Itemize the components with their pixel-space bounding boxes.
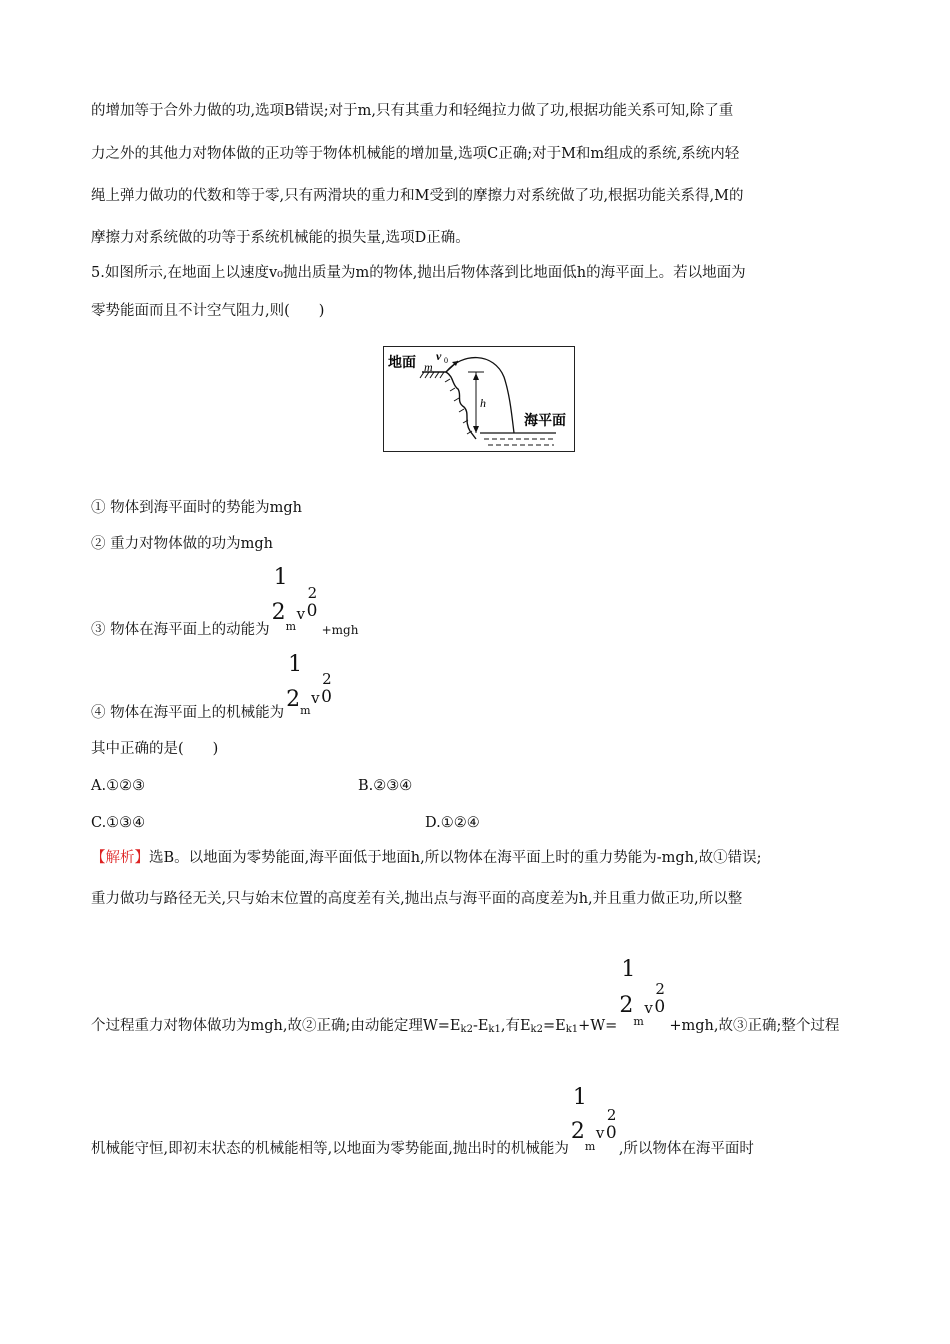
analysis-line-2: 重力做功与路径无关,只与始末位置的高度差有关,抛出点与海平面的高度差为h,并且重力做正功,所以整 [91,891,743,907]
exponent: 2 [322,670,332,688]
statement-4-formula [284,652,336,717]
cliff-diagram [384,347,574,451]
analysis-line-4: 机械能守恒,即初末状态的机械能相等,以地面为零势能面,抛出时的机械能为 1 2 m v 2 0 ,所以物体在海平面时 [91,1085,754,1157]
projectile-figure [383,346,575,452]
mass-symbol: m [300,704,311,717]
statement-1: ① 物体到海平面时的势能为mgh [91,500,302,516]
mass-symbol: m [633,1015,644,1028]
fraction-numerator: 1 [288,652,303,677]
answer-prompt: 其中正确的是( ) [91,741,219,757]
velocity-symbol: v [311,689,320,707]
question-line-1: 5.如图所示,在地面上以速度v₀抛出质量为m的物体,抛出后物体落到比地面低h的海平面上。若以地面为 [91,265,746,281]
option-a: A.①②③ [91,778,146,794]
velocity-symbol: v [296,605,306,623]
ground-label: 地面 [388,354,416,370]
option-d: D.①②④ [425,815,480,831]
fraction-denominator: 2 [619,993,634,1018]
exponent: 2 [606,1106,617,1124]
analysis-line-3: 个过程重力对物体做功为mgh,故②正确;由动能定理W=Ek2-Ek1,有Ek2=Ek1+W= 1 2 m v 2 0 +mgh,故③正确;整个过程 [91,957,840,1035]
velocity-sub: 0 [444,356,448,365]
sea-label: 海平面 [524,412,566,428]
prev-paragraph-line-3: 绳上弹力做功的代数和等于零,只有两滑块的重力和M受到的摩擦力对系统做了功,根据功能关系得,M的 [91,188,744,204]
analysis-formula-2 [569,1085,619,1153]
subscript: 0 [605,1123,617,1143]
height-label: h [480,396,486,410]
fraction-denominator: 2 [286,687,301,712]
mass-symbol: m [285,620,297,633]
analysis-formula-1 [617,957,669,1030]
velocity-symbol: v [644,999,653,1017]
prev-paragraph-line-4: 摩擦力对系统做的功等于系统机械能的损失量,选项D正确。 [91,230,470,246]
analysis-line-1 [91,848,761,868]
fraction-denominator: 2 [271,600,286,625]
statement-4-text: ④ 物体在海平面上的机械能为 [91,705,285,721]
fraction-numerator: 1 [273,565,288,590]
analysis-tag: 【解析】 [91,850,149,866]
statement-3-formula [270,565,322,634]
prev-paragraph-line-1: 的增加等于合外力做的功,选项B错误;对于m,只有其重力和轻绳拉力做了功,根据功能关系可知,除了重 [91,103,734,119]
statement-3 [91,565,359,640]
velocity-symbol: v [595,1124,605,1142]
statement-3-suffix: +mgh [321,623,359,637]
fraction-numerator: 1 [621,957,636,982]
question-line-2: 零势能面而且不计空气阻力,则( ) [91,303,325,319]
statement-4 [91,652,336,723]
mass-label: m [424,360,433,374]
subscript: 0 [654,997,666,1017]
fraction-numerator: 1 [572,1085,587,1110]
subscript: 0 [321,687,332,707]
exponent: 2 [655,980,665,998]
velocity-label: v [436,349,442,363]
analysis-line-1-text: 选B。以地面为零势能面,海平面低于地面h,所以物体在海平面上时的重力势能为-mgh,故①错误; [149,850,762,866]
statement-2: ② 重力对物体做的功为mgh [91,536,273,552]
exponent: 2 [307,584,318,602]
option-b: B.②③④ [358,778,413,794]
subscript: 0 [306,601,318,621]
statement-3-text: ③ 物体在海平面上的动能为 [91,622,270,638]
option-c: C.①③④ [91,815,146,831]
mass-symbol: m [584,1140,596,1153]
fraction-denominator: 2 [570,1119,585,1144]
prev-paragraph-line-2: 力之外的其他力对物体做的正功等于物体机械能的增加量,选项C正确;对于M和m组成的系统,系统内轻 [91,146,740,162]
